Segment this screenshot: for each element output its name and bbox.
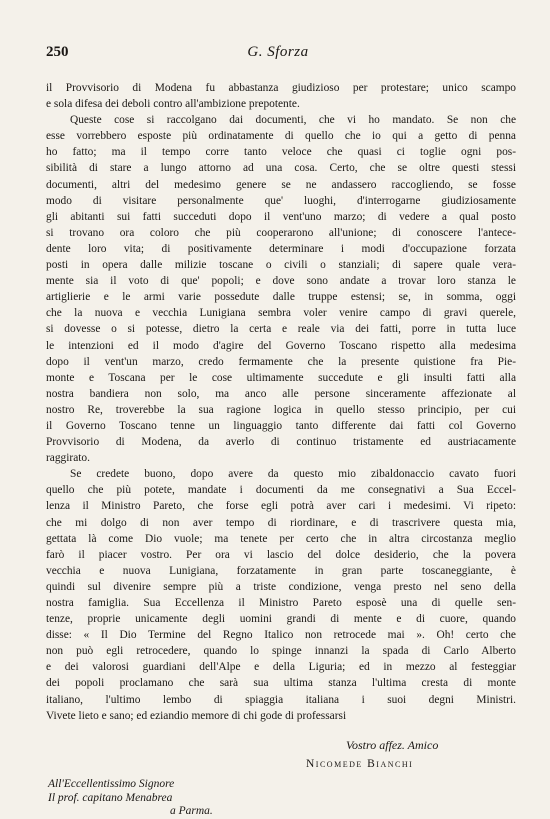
text-line: si dovesse o si potesse, dietro la certa e reale via dei fatti, porre in tutta luce [46, 323, 516, 336]
text-line: sibilità di stare a lungo attorno ad una cosa. Certo, che se oltre questi stessi [46, 162, 516, 175]
text-line: il Governo Toscano tenne un linguaggio tanto differente dai fatti col Governo [46, 419, 516, 432]
text-line: modo di visitare personalmente que' luoghi, d'interrogarne giudiziosamente [46, 194, 516, 207]
text-line: Queste cose si raccolgano dai documenti, che vi ho mandato. Se non che [70, 114, 516, 127]
text-line: dente loro vita; di positivamente determinare i modi d'occupazione forzata [46, 242, 516, 255]
text-line: Se credete buono, dopo avere da questo mio zibaldonaccio cavato fuori [70, 468, 516, 481]
text-line: artiglierie e le armi varie possedute dalle truppe estensi; se, in somma, oggi [46, 291, 516, 304]
text-line: documenti, altri del medesimo genere se ne andassero raccogliendo, se fosse [46, 178, 516, 191]
closing-phrase: Vostro affez. Amico [346, 738, 439, 752]
text-line: e dei valorosi guardiani dell'Alpe e della Liguria; ed in mezzo al festeggiar [46, 661, 516, 674]
text-line: tenze, proprie unicamente degli uomini grandi di mente e di cuore, quando [46, 613, 516, 626]
text-line: gettata là come Dio vuole; ma tenete per certo che in altra circostanza meglio [46, 532, 516, 545]
text-line: esse vorrebbero esposte più ordinatamente di quello che io qui a getto di penna [46, 130, 516, 143]
text-line: farò il piacer vostro. Per ora vi lascio del dolce desiderio, che la povera [46, 548, 516, 561]
text-line: le intenzioni ed il modo d'agire del Governo Toscano rispetto alla medesima [46, 339, 516, 352]
text-line: gli abitanti sui fatti succeduti dopo il vent'uno marzo; di vedere a qual posto [46, 210, 516, 223]
text-line: disse: « Il Dio Termine del Regno Italico non retrocede mai ». Oh! certo che [46, 629, 516, 642]
address-line-2: Il prof. capitano Menabrea [48, 792, 173, 804]
text-line: non può egli retrocedere, quando lo spinge innanzi la spada di Carlo Alberto [46, 645, 516, 658]
text-line: nostra famiglia. Sua Eccellenza il Ministro Pareto esposè una di quelle sen- [46, 597, 516, 609]
text-line: posti in opera dalle milizie toscane o civili o stanziali; di sapere quale vera- [46, 259, 516, 272]
page-number: 250 [46, 44, 69, 60]
text-line: e sola difesa dei deboli contro all'ambizione prepotente. [46, 98, 300, 111]
text-line: quindi sul divenire sempre più a triste condizione, venga presto nel seno della [46, 580, 516, 593]
page-header [46, 44, 510, 64]
running-head: G. Sforza [247, 44, 309, 60]
text-line: che la nuova e vecchia Lunigiana sembra voler venire campo di gravi querele, [46, 307, 516, 320]
text-line: nostra bandiera non solo, ma anco alle persone sinceramente affezionate al [46, 387, 516, 400]
address-line-3: a Parma. [170, 805, 213, 817]
text-line: monte e Toscana per le cose ultimamente succedute e gli insulti fatti alla [46, 371, 516, 384]
text-line: vecchia e nuova Lunigiana, forzatamente in gran parte toscaneggiante, è [46, 564, 516, 577]
text-line: lenza il Ministro Pareto, che forse egli potrà aver cari i medesimi. Vi ripeto: [46, 500, 516, 513]
signature-block [46, 738, 516, 778]
signer-name: Nicomede Bianchi [306, 758, 414, 770]
address-line-1: All'Eccellentissimo Signore [48, 778, 175, 790]
text-line: raggirato. [46, 452, 90, 465]
text-line: Vivete lieto e sano; ed eziandio memore di chi gode di professarsi [46, 709, 347, 722]
text-line: mente sia il voto di que' popoli; e dove sono andate a trovar loro stanza le [46, 275, 516, 288]
text-line: si trovano ora coloro che più cooperarono all'unione; di conoscere l'antece- [46, 226, 516, 239]
text-line: quello che più potete, mandate i documenti da me consegnativi a Sua Eccel- [46, 484, 516, 497]
text-line: ho fatto; ma il tempo corre tanto veloce che quasi ci toglie ogni pos- [46, 146, 516, 159]
text-line: che mi dolgo di non aver tempo di riordinare, e di trascrivere questa mia, [46, 516, 516, 529]
text-line: italiano, l'ultimo lembo di spiaggia italiana i suoi degni Ministri. [46, 693, 516, 706]
text-line: dopo il vent'un marzo, credo fermamente che la presente quistione fra Pie- [46, 355, 516, 368]
text-line: Provvisorio di Modena, da averlo di continuo tristamente ed austriacamente [46, 436, 516, 449]
text-line: nostro Re, troverebbe la sua ragione logica in quello stesso principio, per cui [46, 403, 516, 416]
letter-body [46, 80, 516, 724]
text-line: dei popoli proclamano che sarà sua ultima stanza l'ultima cresta di monte [46, 677, 516, 690]
text-line: il Provvisorio di Modena fu abbastanza giudizioso per protestare; unico scampo [46, 82, 516, 94]
